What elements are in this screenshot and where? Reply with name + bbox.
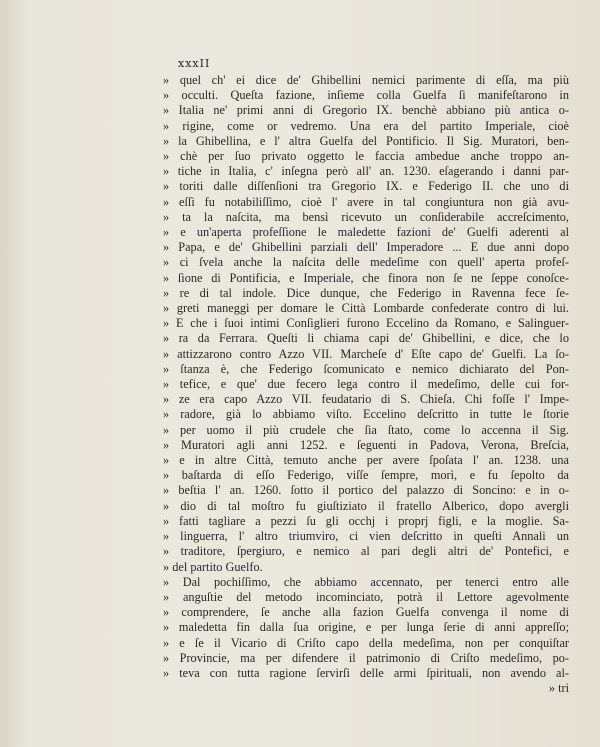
- text-line: » greti maneggi per domare le Città Lombarde confederate contro di lui.: [163, 301, 569, 316]
- text-line: » Italia ne' primi anni di Gregorio IX. benchè abbiano più antica o-: [163, 103, 569, 118]
- text-line: » maledetta fin dalla ſua origine, e per lunga ſerie di anni appreſſo;: [163, 620, 569, 635]
- text-line: » tiche in Italia, c' inſegna però all' an. 1230. eſagerando i danni par-: [163, 164, 569, 179]
- text-line: » ci ſvela anche la naſcita delle medeſime con quell' aperta profeſ-: [163, 255, 569, 270]
- text-line: » baſtarda di eſſo Federigo, viſſe ſempre, morì, e fu ſepolto da: [163, 468, 569, 483]
- text-line: » rigine, come or vedremo. Una era del partito Imperiale, cioè: [163, 118, 569, 133]
- text-line: » beſtia l' an. 1260. ſotto il portico del palazzo di Soncino: e in o-: [163, 483, 569, 498]
- text-line: » toriti dalle diſſenſioni tra Gregorio IX. e Federigo II. che uno di: [163, 179, 569, 194]
- text-line: » del partito Guelfo.: [163, 559, 263, 574]
- text-line: » occulti. Queſta fazione, inſieme colla Guelfa ſi manifeſtarono in: [163, 88, 569, 103]
- text-line: » ſtanza è, che Federigo ſcomunicato e nemico dichiarato del Pon-: [163, 361, 569, 376]
- text-line: » fatti tagliare a pezzi ſu gli occhj i proprj figli, e la moglie. Sa-: [163, 513, 569, 528]
- text-line: » e un'aperta profeſſione le maledette fazioni de' Guelfi aderenti al: [163, 225, 569, 240]
- page-number: xxxII: [178, 57, 211, 70]
- body-text: [163, 73, 569, 696]
- text-line: » ra da Ferrara. Queſti li chiama capi de' Ghibellini, e dice, che lo: [163, 331, 569, 346]
- text-line: » chè per ſuo privato oggetto le faccia ambedue anche troppo an-: [163, 149, 569, 164]
- text-line: » ta la naſcita, ma bensì ricevuto un conſiderabile accreſcimento,: [163, 209, 569, 224]
- text-line: » comprendere, ſe anche alla fazion Guelfa convenga il nome di: [163, 605, 569, 620]
- text-line: » la Ghibellina, e l' altra Guelfa del Pontificio. Il Sig. Muratori, ben-: [163, 133, 569, 148]
- text-line: » Dal pochiſſimo, che abbiamo accennato, per tenerci entro alle: [163, 574, 569, 589]
- text-line: » ze era capo Azzo VII. feudatario di S. Chieſa. Chi foſſe l' Impe-: [163, 392, 569, 407]
- text-line: » traditore, ſpergiuro, e nemico al pari degli altri de' Pontefici, e: [163, 544, 569, 559]
- text-line: » Papa, e de' Ghibellini parziali dell' Imperadore ... E due anni dopo: [163, 240, 569, 255]
- catchword: » tri: [548, 681, 569, 696]
- text-line: » E che i ſuoi intimi Conſiglieri furono Eccelino da Romano, e Salinguer-: [163, 316, 569, 331]
- text-line: » teva con tutta ragione ſervirſi delle armi ſpirituali, non avendo al-: [163, 665, 569, 680]
- text-line: » tefice, e que' due fecero lega contro il medeſimo, delle cui for-: [163, 377, 569, 392]
- text-line: » Muratori agli anni 1252. e ſeguenti in Padova, Verona, Breſcia,: [163, 437, 569, 452]
- text-line: » quel ch' ei dice de' Ghibellini nemici parimente di eſſa, ma più: [163, 73, 569, 87]
- text-line: » radore, già lo abbiamo viſto. Eccelino deſcritto in tutte le ſtorie: [163, 407, 569, 422]
- text-line: » ſione di Pontificia, e Imperiale, che finora non ſe ne ſeppe conoſce-: [163, 270, 569, 285]
- text-line: » dio di tal moſtro fu giuſtiziato il fratello Alberico, dopo avergli: [163, 498, 569, 513]
- text-line: » per uomo il più crudele che ſia ſtato, come lo accenna il Sig.: [163, 422, 569, 437]
- text-line: » Provincie, ma per difendere il patrimonio di Criſto medeſimo, po-: [163, 650, 569, 665]
- text-line: » attizzarono contro Azzo VII. Marcheſe d' Eſte capo de' Guelfi. La ſo-: [163, 346, 569, 361]
- text-line: » anguſtie del metodo incominciato, potrà il Lettore agevolmente: [163, 589, 569, 604]
- text-line: » e ſe il Vicario di Criſto capo della medeſima, non per conquiſtar: [163, 635, 569, 650]
- text-line: » linguerra, l' altro triumviro, ci vien deſcritto in queſti Annali un: [163, 529, 569, 544]
- text-line: » eſſi fu notabiliſſimo, cioè l' avere in tal congiuntura non già avu-: [163, 194, 569, 209]
- text-line: » e in altre Città, temuto anche per avere ſpoſata l' an. 1238. una: [163, 453, 569, 468]
- text-line: » re di tal indole. Dice dunque, che Federigo in Ravenna fece ſe-: [163, 285, 569, 300]
